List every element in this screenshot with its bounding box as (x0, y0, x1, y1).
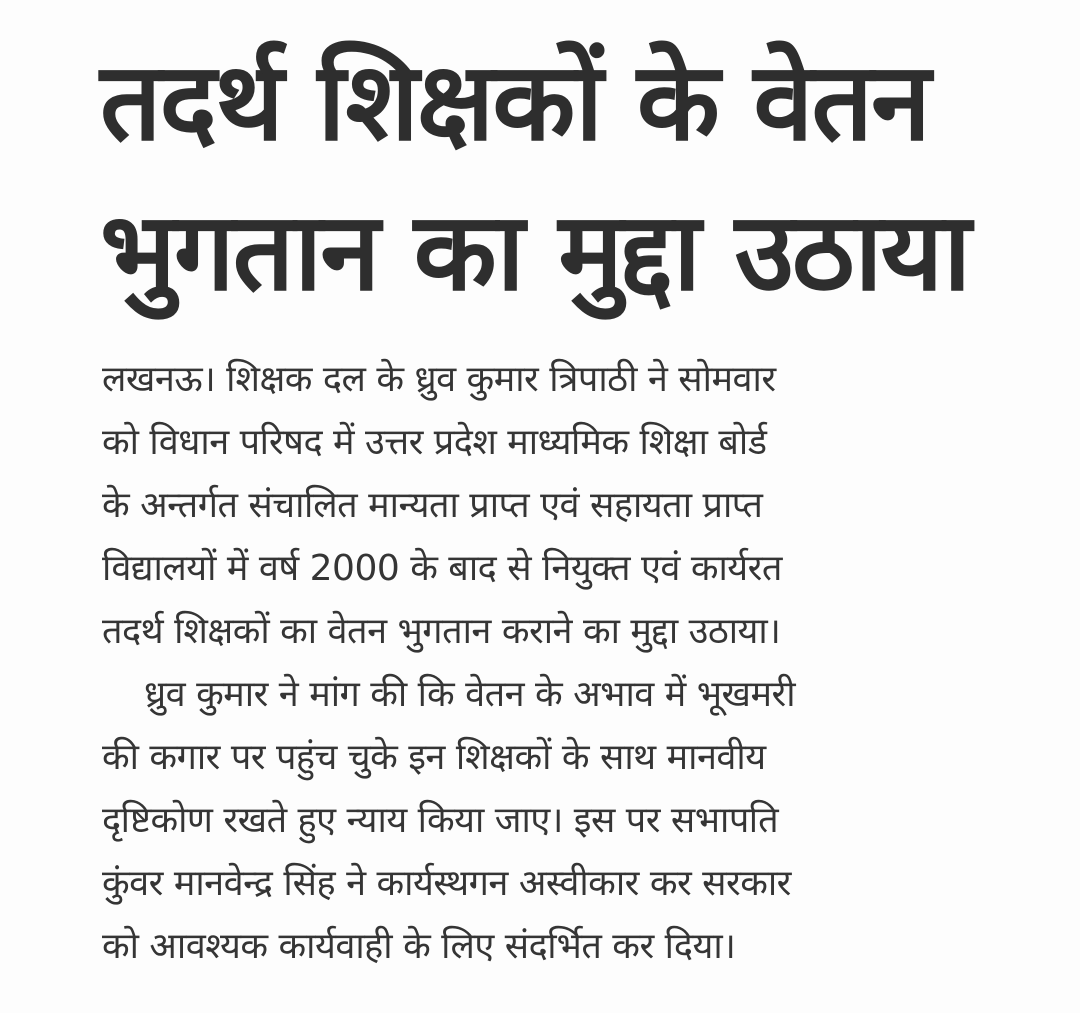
body-line-9: कुंवर मानवेन्द्र सिंह ने कार्यस्थगन अस्वीकार कर सरकार (102, 863, 791, 904)
body-line-8: दृष्टिकोण रखते हुए न्याय किया जाए। इस पर सभापति (102, 800, 779, 841)
body-line-4: विद्यालयों में वर्ष 2000 के बाद से नियुक्त एवं कार्यरत (102, 548, 782, 589)
headline (100, 28, 1040, 328)
body-line-6: ध्रुव कुमार ने मांग की कि वेतन के अभाव में भूखमरी (144, 674, 796, 715)
body-line-10: को आवश्यक कार्यवाही के लिए संदर्भित कर दिया। (102, 926, 736, 967)
body-line-7: की कगार पर पहुंच चुके इन शिक्षकों के साथ मानवीय (102, 737, 766, 778)
article-body (102, 348, 1002, 978)
body-line-5: तदर्थ शिक्षकों का वेतन भुगतान कराने का मुद्दा उठाया। (102, 611, 781, 652)
body-line-2: को विधान परिषद में उत्तर प्रदेश माध्यमिक शिक्षा बोर्ड (102, 422, 767, 463)
headline-line-2: भुगतान का मुद्दा उठाया (100, 190, 970, 315)
headline-line-1: तदर्थ शिक्षकों के वेतन (100, 40, 929, 165)
body-line-1: लखनऊ। शिक्षक दल के ध्रुव कुमार त्रिपाठी ने सोमवार (102, 359, 776, 400)
body-line-3: के अन्तर्गत संचालित मान्यता प्राप्त एवं सहायता प्राप्त (102, 485, 763, 526)
